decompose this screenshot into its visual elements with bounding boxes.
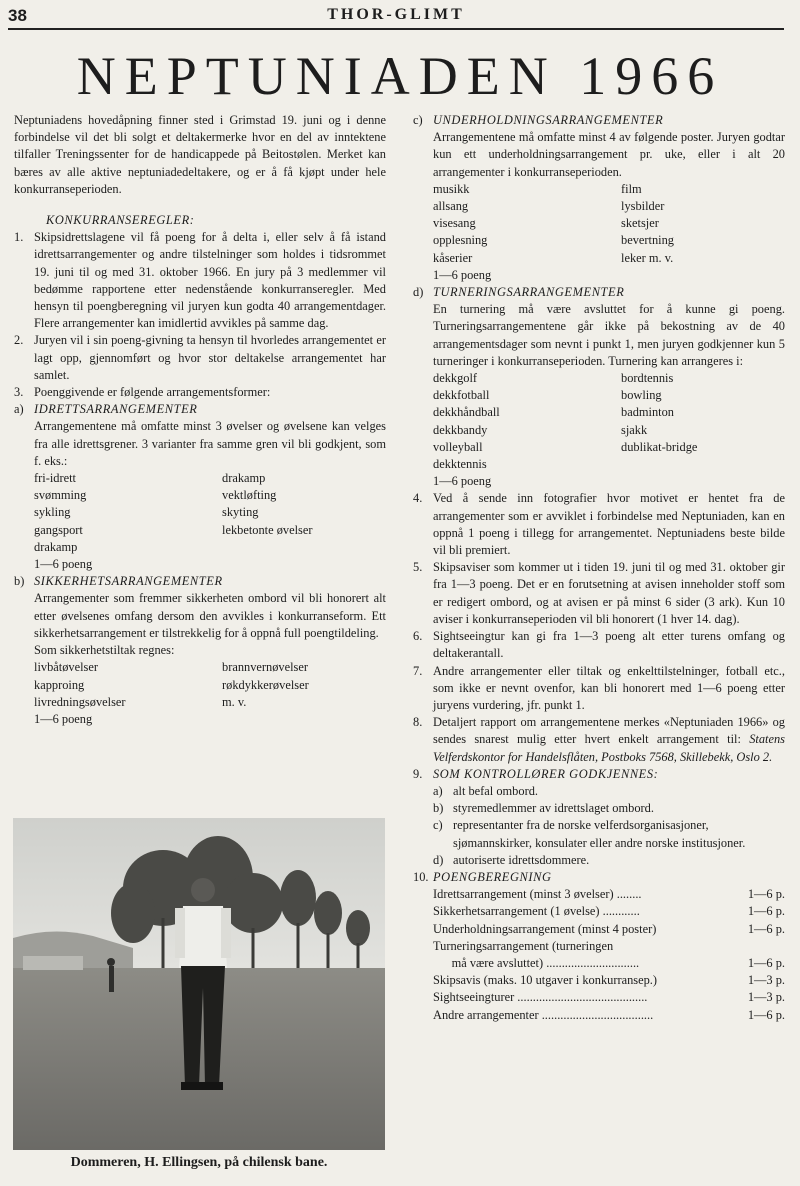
section-a-points: 1—6 poeng [34,557,93,572]
magazine-title: THOR-GLIMT [327,6,465,23]
controller-item: d) autoriserte idrettsdommere. [433,852,590,867]
score-row: må være avsluttet) .............................. 1—6 p. [433,955,785,970]
score-row: Skipsavis (maks. 10 utgaver i konkurransep.) 1—3 p. [433,973,785,988]
rule-item-9: 9. SOM KONTROLLØRER GODKJENNES: [413,766,659,781]
left-column [14,112,386,728]
article-title: NEPTUNIADEN 1966 [76,46,724,106]
list-item: bordtennis [621,371,674,386]
rule-item: 4. Ved å sende inn fotografier hvor motivet er hentet fra de arrangementer som er avviklet i forbindelse med Neptuniaden, kan en oppnå 1 poeng i tillegg for arrangementet. Neptuniadens beste bilde vil bli premiert. [413,491,785,558]
intro-paragraph: Neptuniadens hovedåpning finner sted i Grimstad 19. juni og i denne forbindelse vil det bli solgt et deltakermerke hvor en del av inntektene tilfaller Treningssenter for de handicappede på Beitostølen. Merket kan bæres av alle aktive neptuniadedeltakere, og er å få kjøpt under hele konkurranseperioden. [14,113,386,196]
rule-item: 6. Sightseeingtur kan gi fra 1—3 poeng alt etter turens omfang og deltakerantall. [413,629,785,661]
list-item [621,456,785,473]
controller-item: b) styremedlemmer av idrettslaget ombord. [433,801,654,816]
rule-item-8: 8. Detaljert rapport om arrangementene merkes «Neptuniaden 1966» og sendes snarest mulig etter hvert enkelt arrangement til: Statens Velferdskontor for Handelsflåten, Postboks 7568, Skillebekk, Oslo 2. [413,715,785,764]
list-item: badminton [621,405,674,420]
list-item: fri-idrett [34,471,76,486]
list-item: dekkfotball [433,388,490,403]
rule-item: 3. Poenggivende er følgende arrangementsformer: [14,385,271,400]
controller-item: a) alt befal ombord. [433,783,538,798]
score-row: Idrettsarrangement (minst 3 øvelser) ........ 1—6 p. [433,887,785,902]
section-c-points: 1—6 poeng [433,267,492,282]
section-a-text: Arrangementene må omfatte minst 3 øvelser og øvelsene kan velges fra alle idrettsgrener. 3 varianter fra samme gren vil bli godkjent, som f. eks.: [34,419,386,468]
section-b-sub: Som sikkerhetstiltak regnes: [34,643,175,658]
rules-heading: KONKURRANSEREGLER: [46,213,195,228]
right-column [413,112,785,1024]
rule-item: 5. Skipsaviser som kommer ut i tiden 19. juni til og med 31. oktober gir fra 1—3 poeng. Det er en forutsetning at avisen inneholder stoff som er redigert ombord, og at avisen er på minst 6 sider (3 ark). Kun 10 aviser i konkurranseperioden vil bli honorert (1 hver 14. dag). [413,560,785,626]
list-item: bowling [621,388,662,403]
section-b-heading: b) SIKKERHETSARRANGEMENTER [14,574,223,589]
list-item: røkdykkerøvelser [222,677,309,692]
list-item: leker m. v. [621,250,674,265]
list-item: svømming [34,488,87,503]
list-item: sykling [34,505,71,520]
section-d-text: En turnering må være avsluttet for å kunne gi poeng. Turneringsarrangementene går ikke på bekostning av de 40 arrangementsdager som nevnt i punkt 1, men juryen godkjenner kun 5 turneringer i konkurranseperioden. Turnering kan arrangeres i: [433,302,785,368]
list-item: musikk [433,181,470,196]
list-item: livredningsøvelser [34,694,126,709]
list-item: brannvernøvelser [222,660,309,675]
rule-item: 7. Andre arrangementer eller tiltak og enkelttilstelninger, fotball etc., som ikke er nevnt ovenfor, kan bli honorert med 1—6 poeng etter juryens vurdering, jfr. punkt 1. [413,663,785,712]
rule-item: 1. Skipsidrettslagene vil få poeng for å delta i, eller selv å få istand idrettsarrangementer og andre tilstelninger som holdes i tidsrommet 19. juni til og med 31. oktober 1966. En jury på 3 medlemmer vil bedømme rapportene etter nedenstående konkurranseregler. Med hensyn til poengberegning vil juryen kun godta 40 arrangementdager. Flere arrangementer kan imidlertid avvikles på samme dag. [14,230,386,331]
list-item: sjakk [621,422,648,437]
list-item [222,539,386,556]
list-item: kapproing [34,677,85,692]
section-d-heading: d) TURNERINGSARRANGEMENTER [413,285,625,300]
referee-photo [13,818,385,1150]
list-item: gangsport [34,522,83,537]
list-item: vektløfting [222,488,277,503]
list-item: dekkbandy [433,422,488,437]
list-item: dekkgolf [433,371,478,386]
score-row: Sightseeingturer .......................................... 1—3 p. [433,990,785,1005]
section-c-text: Arrangementene må omfatte minst 4 av følgende poster. Juryen godtar kun ett underholdningsarrangement pr. uke, eller i alt 20 arrangementer i konkurranseperioden. [433,130,785,179]
section-a-list [14,470,386,556]
list-item: drakamp [222,471,266,486]
list-item: dekktennis [433,457,487,472]
section-a-heading: a) IDRETTSARRANGEMENTER [14,402,198,417]
list-item: volleyball [433,439,483,454]
section-b-text: Arrangementer som fremmer sikkerheten ombord vil bli honorert alt etter øvelsenes omfang dersom den avvikles i konkurranseform. Ett sikkerhetsarrangement er tilstrekkelig for å oppnå full poengtildeling. [34,591,386,640]
photo-illustration [13,818,385,1150]
section-b-points: 1—6 poeng [34,711,93,726]
controller-item: c) representanter fra de norske velferdsorganisasjoner, sjømannskirker, konsulater eller andre norske institusjoner. [433,818,746,850]
score-row: Turneringsarrangement (turneringen [433,938,614,953]
rule-item-10: 10. POENGBEREGNING [413,869,552,884]
list-item: dekkhåndball [433,405,500,420]
list-item: drakamp [34,539,78,554]
list-item: allsang [433,199,469,214]
list-item: dublikat-bridge [621,439,698,454]
list-item: film [621,181,642,196]
list-item: sketsjer [621,216,659,231]
score-row: Andre arrangementer .................................... 1—6 p. [433,1007,785,1022]
list-item: opplesning [433,233,488,248]
list-item: skyting [222,505,259,520]
section-c-list [413,181,785,267]
list-item: livbåtøvelser [34,660,98,675]
section-d-list [413,370,785,473]
list-item: lekbetonte øvelser [222,522,313,537]
photo-caption: Dommeren, H. Ellingsen, på chilensk bane. [70,1155,328,1170]
list-item: bevertning [621,233,674,248]
page-header [8,4,784,30]
list-item: kåserier [433,250,473,265]
list-item: visesang [433,216,476,231]
section-b-list [14,659,386,711]
address: Statens Velferdskontor for Handelsflåten, Postboks 7568, Skillebekk, Oslo 2. [433,732,785,764]
score-row: Sikkerhetsarrangement (1 øvelse) ............ 1—6 p. [433,904,785,919]
list-item: m. v. [222,694,247,709]
score-row: Underholdningsarrangement (minst 4 poster) 1—6 p. [433,921,785,936]
rule-item: 2. Juryen vil i sin poeng-givning ta hensyn til hvorledes arrangementet er lagt opp, gjennomført og hvor stor deltakelse arrangementet har samlet. [14,333,386,382]
page-number: 38 [8,6,27,25]
section-c-heading: c) UNDERHOLDNINGSARRANGEMENTER [413,113,664,127]
section-d-points: 1—6 poeng [433,474,492,489]
list-item: lysbilder [621,199,665,214]
